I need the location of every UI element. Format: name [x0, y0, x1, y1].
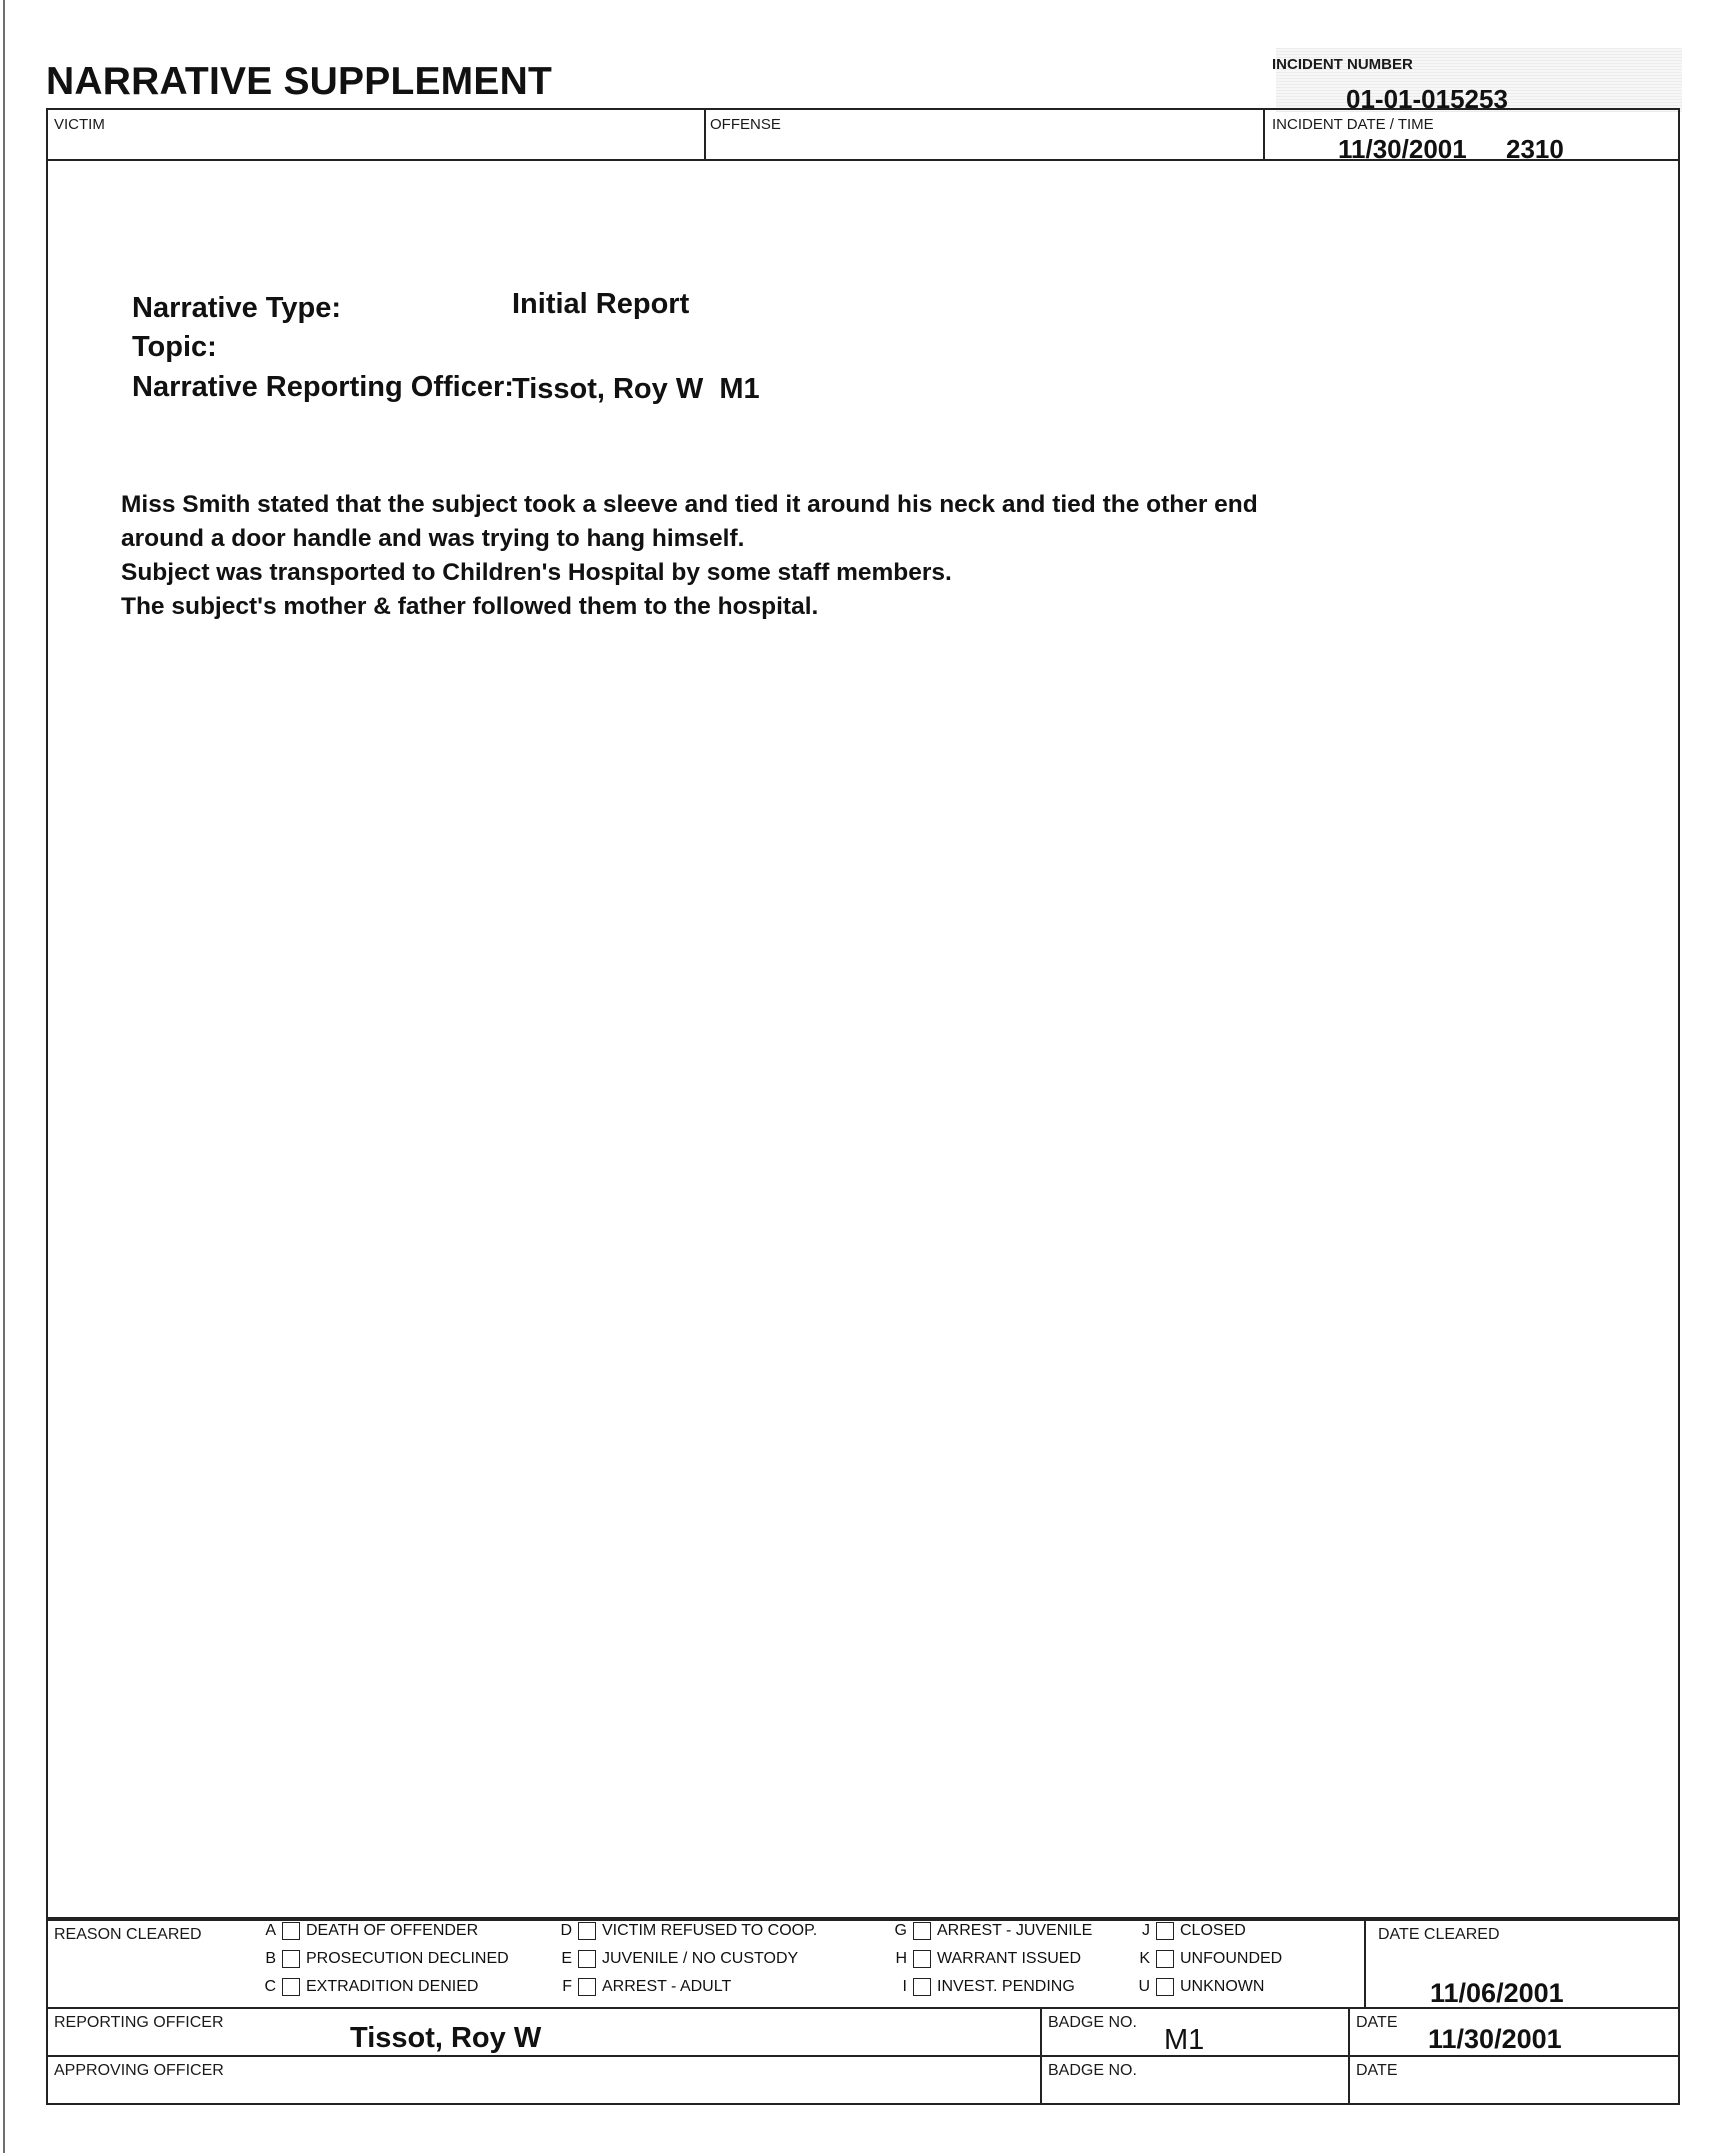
narrative-text [121, 488, 1258, 624]
checkbox[interactable] [282, 1950, 300, 1968]
reporting-badge-value: M1 [1164, 2024, 1205, 2056]
reporting-officer-row-label: REPORTING OFFICER [54, 2014, 224, 2031]
checkbox[interactable] [1156, 1950, 1174, 1968]
option-key: G [894, 1922, 907, 1939]
reason-option-c[interactable] [262, 1978, 478, 1996]
footer-row-divider-2 [48, 2055, 1678, 2057]
checkbox[interactable] [578, 1922, 596, 1940]
topic-label: Topic: [132, 331, 217, 363]
reporting-officer-label: Narrative Reporting Officer: [132, 371, 514, 403]
header-divider-2 [1263, 110, 1265, 161]
narrative-type-value: Initial Report [512, 288, 690, 320]
checkbox[interactable] [913, 1950, 931, 1968]
incident-number-label: INCIDENT NUMBER [1272, 56, 1413, 73]
reason-option-b[interactable] [262, 1950, 509, 1968]
narrative-line: The subject's mother & father followed them to the hospital. [121, 593, 819, 620]
option-label: EXTRADITION DENIED [306, 1978, 479, 1995]
checkbox[interactable] [913, 1978, 931, 1996]
date-cleared-label: DATE CLEARED [1378, 1926, 1500, 1943]
option-key: K [1139, 1950, 1150, 1967]
option-key: E [561, 1950, 572, 1967]
option-key: A [265, 1922, 276, 1939]
narrative-body-box [46, 159, 1680, 1921]
reason-option-a[interactable] [262, 1922, 478, 1940]
narrative-line: around a door handle and was trying to hang himself. [121, 525, 745, 552]
footer-box [46, 1917, 1680, 2105]
option-label: WARRANT ISSUED [937, 1950, 1082, 1967]
reason-option-k[interactable] [1136, 1950, 1282, 1968]
reporting-date-value: 11/30/2001 [1428, 2024, 1562, 2054]
reason-cleared-label: REASON CLEARED [54, 1926, 202, 1943]
option-label: VICTIM REFUSED TO COOP. [602, 1922, 818, 1939]
date-cleared-value: 11/06/2001 [1430, 1978, 1564, 2008]
approving-badge-label: BADGE NO. [1048, 2062, 1137, 2079]
option-label: INVEST. PENDING [937, 1978, 1075, 1995]
reporting-badge-label: BADGE NO. [1048, 2014, 1137, 2031]
narrative-type-label: Narrative Type: [132, 292, 341, 324]
reason-option-j[interactable] [1136, 1922, 1246, 1940]
form-title: NARRATIVE SUPPLEMENT [46, 60, 552, 103]
reason-option-g[interactable] [893, 1922, 1092, 1940]
incident-datetime-label: INCIDENT DATE / TIME [1272, 116, 1434, 133]
option-label: JUVENILE / NO CUSTODY [602, 1950, 799, 1967]
checkbox[interactable] [282, 1922, 300, 1940]
reporting-officer-value: Tissot, Roy W M1 [512, 373, 760, 405]
narrative-line: Subject was transported to Children's Hospital by some staff members. [121, 559, 952, 586]
reason-option-i[interactable] [893, 1978, 1075, 1996]
option-label: ARREST - ADULT [602, 1978, 732, 1995]
option-label: PROSECUTION DECLINED [306, 1950, 509, 1967]
incident-time-value: 2310 [1506, 134, 1564, 164]
option-key: B [265, 1950, 276, 1967]
option-key: H [895, 1950, 907, 1967]
option-label: ARREST - JUVENILE [937, 1922, 1093, 1939]
date-divider [1348, 2007, 1350, 2103]
reason-option-f[interactable] [558, 1978, 731, 1996]
option-label: DEATH OF OFFENDER [306, 1922, 479, 1939]
approving-officer-label: APPROVING OFFICER [54, 2062, 224, 2079]
reporting-date-label: DATE [1356, 2014, 1398, 2031]
reason-option-e[interactable] [558, 1950, 798, 1968]
reason-option-u[interactable] [1136, 1978, 1264, 1996]
reason-option-d[interactable] [558, 1922, 817, 1940]
option-label: UNFOUNDED [1180, 1950, 1283, 1967]
checkbox[interactable] [1156, 1978, 1174, 1996]
page-edge-line [3, 0, 5, 2153]
date-cleared-divider [1364, 1919, 1366, 2007]
option-key: D [560, 1922, 572, 1939]
narrative-line: Miss Smith stated that the subject took a sleeve and tied it around his neck and tied the other end [121, 491, 1258, 518]
option-label: UNKNOWN [1180, 1978, 1265, 1995]
checkbox[interactable] [913, 1922, 931, 1940]
reason-option-h[interactable] [893, 1950, 1081, 1968]
approving-date-label: DATE [1356, 2062, 1398, 2079]
header-divider-1 [704, 110, 706, 161]
incident-number-value: 01-01-015253 [1346, 84, 1508, 114]
victim-label: VICTIM [54, 116, 105, 133]
option-key: U [1138, 1978, 1150, 1995]
option-key: C [264, 1978, 276, 1995]
checkbox[interactable] [578, 1950, 596, 1968]
checkbox[interactable] [282, 1978, 300, 1996]
option-key: I [902, 1978, 907, 1995]
checkbox[interactable] [578, 1978, 596, 1996]
badge-divider [1040, 2007, 1042, 2103]
checkbox[interactable] [1156, 1922, 1174, 1940]
offense-label: OFFENSE [710, 116, 781, 133]
reporting-officer-row-value: Tissot, Roy W [350, 2022, 542, 2054]
option-label: CLOSED [1180, 1922, 1246, 1939]
option-key: J [1142, 1922, 1150, 1939]
incident-date-value: 11/30/2001 [1338, 134, 1467, 164]
option-key: F [562, 1978, 572, 1995]
